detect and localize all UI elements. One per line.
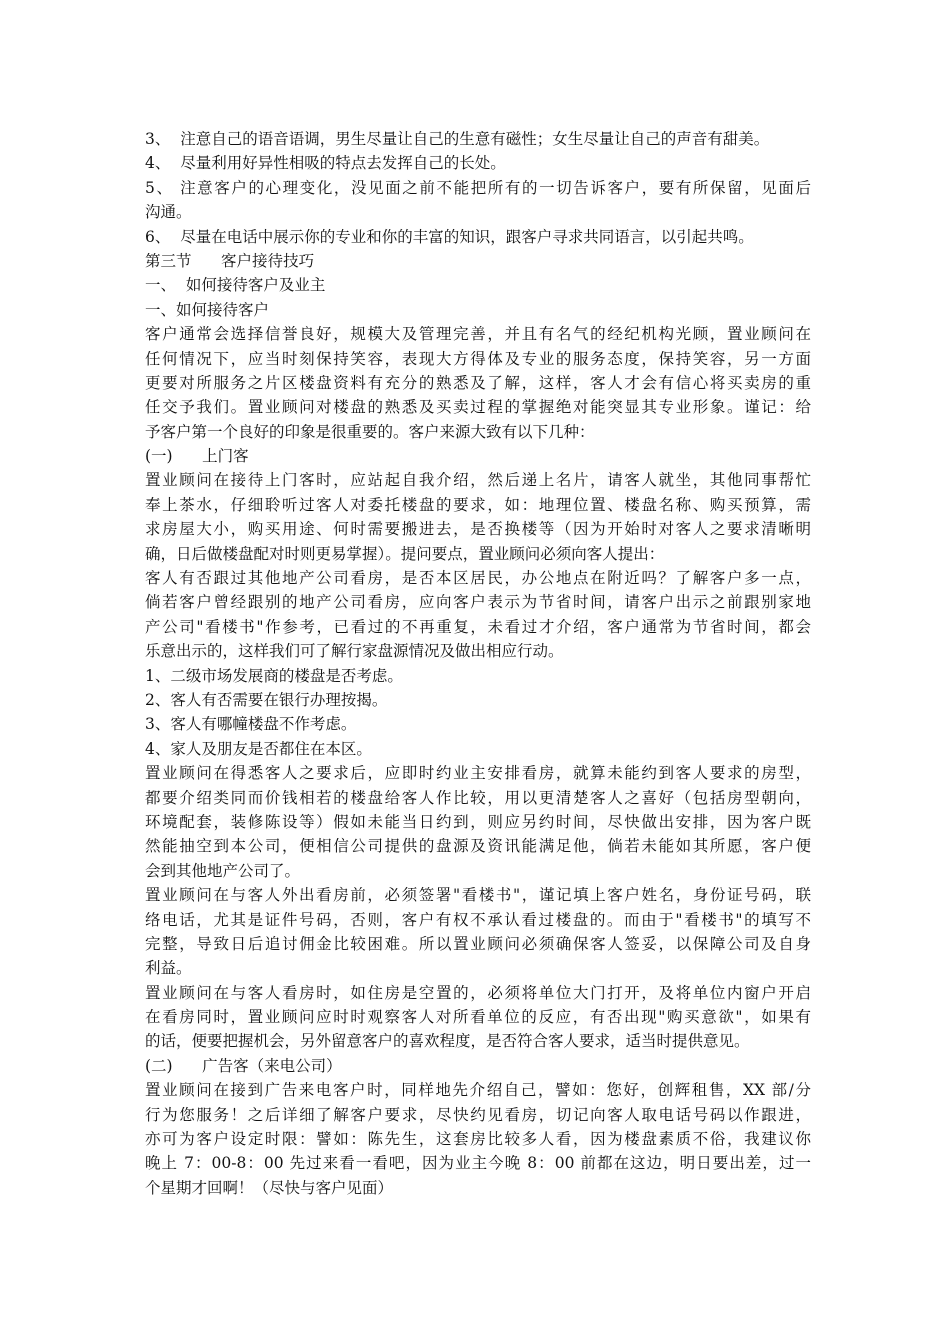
- text-line: 确，日后做楼盘配对时则更易掌握）。提问要点，置业顾问必须向客人提出：: [145, 544, 665, 563]
- text-line: 任交予我们。置业顾问对楼盘的熟悉及买卖过程的掌握绝对能突显其专业形象。谨记：给: [145, 398, 811, 417]
- text-line: 置业顾问在接待上门客时，应站起自我介绍，然后递上名片，请客人就坐，其他同事帮忙: [145, 471, 811, 490]
- text-line: 更要对所服务之片区楼盘资料有充分的熟悉及了解，这样，客人才会有信心将买卖房的重: [145, 373, 811, 392]
- text-line: 3、 注意自己的语音语调，男生尽量让自己的生意有磁性；女生尽量让自己的声音有甜美。: [145, 130, 770, 148]
- text-line: 4、 尽量利用好异性相吸的特点去发挥自己的长处。: [145, 154, 506, 173]
- text-line: 沟通。: [145, 203, 192, 222]
- text-line: 客人有否跟过其他地产公司看房，是否本区居民，办公地点在附近吗？了解客户多一点，: [145, 569, 811, 588]
- text-line: 予客户第一个良好的印象是很重要的。客户来源大致有以下几种：: [145, 422, 595, 441]
- text-line: 乐意出示的，这样我们可了解行家盘源情况及做出相应行动。: [145, 642, 564, 661]
- text-line: 会到其他地产公司了。: [145, 861, 301, 880]
- text-line: 任何情况下，应当时刻保持笑容，表现大方得体及专业的服务态度，保持笑容，另一方面: [145, 349, 811, 368]
- text-line: 4、家人及朋友是否都住在本区。: [145, 739, 372, 758]
- text-line: 倘若客户曾经跟别的地产公司看房，应向客户表示为节省时间，请客户出示之前跟别家地: [145, 593, 811, 612]
- text-line: 置业顾问在得悉客人之要求后，应即时约业主安排看房，就算未能约到客人要求的房型，: [145, 764, 811, 783]
- text-line: 一、如何接待客户: [145, 300, 270, 319]
- text-line: 5、 注意客户的心理变化，没见面之前不能把所有的一切告诉客户，要有所保留，见面后: [145, 178, 811, 197]
- text-line: 客户通常会选择信誉良好，规模大及管理完善，并且有名气的经纪机构光顾，置业顾问在: [145, 325, 811, 344]
- text-line: 晚上 7：00-8：00 先过来看一看吧，因为业主今晚 8：00 前都在这边，明日要出差，过一: [145, 1154, 811, 1173]
- text-line: (一) 上门客: [145, 447, 249, 466]
- text-line: 置业顾问在与客人外出看房前，必须签署"看楼书"，谨记填上客户姓名，身份证号码，联: [145, 886, 811, 905]
- text-line: 然能抽空到本公司，便相信公司提供的盘源及资讯能满足他，倘若未能如其所愿，客户便: [145, 837, 811, 856]
- text-line: 求房屋大小，购买用途、何时需要搬进去，是否换楼等（因为开始时对客人之要求清晰明: [145, 520, 811, 539]
- text-line: 产公司"看楼书"作参考，已看过的不再重复，未看过才介绍，客户通常为节省时间，都会: [145, 617, 811, 636]
- text-line: 1、二级市场发展商的楼盘是否考虑。: [145, 666, 403, 685]
- text-line: 3、客人有哪幢楼盘不作考虑。: [145, 715, 357, 734]
- text-line: 行为您服务！之后详细了解客户要求，尽快约见看房，切记向客人取电话号码以作跟进，: [145, 1105, 811, 1124]
- text-line: 亦可为客户设定时限：譬如：陈先生，这套房比较多人看，因为楼盘素质不俗，我建议你: [145, 1130, 811, 1149]
- text-line: 环境配套，装修陈设等）假如未能当日约到，则应另约时间，尽快做出安排，因为客户既: [145, 812, 811, 831]
- document-body: [145, 127, 811, 1200]
- text-line: 个星期才回啊！（尽快与客户见面）: [145, 1178, 394, 1197]
- text-line: 2、客人有否需要在银行办理按揭。: [145, 690, 388, 709]
- text-line: 利益。: [145, 959, 192, 978]
- text-line: 一、 如何接待客户及业主: [145, 276, 326, 295]
- text-line: 完整，导致日后追讨佣金比较困难。所以置业顾问必须确保客人签妥，以保障公司及自身: [145, 934, 811, 953]
- text-line: 络电话，尤其是证件号码，否则，客户有权不承认看过楼盘的。而由于"看楼书"的填写不: [145, 910, 811, 929]
- text-line: 6、 尽量在电话中展示你的专业和你的丰富的知识，跟客户寻求共同语言，以引起共鸣。: [145, 227, 754, 246]
- text-line: (二) 广告客（来电公司）: [145, 1056, 342, 1075]
- text-line: 置业顾问在与客人看房时，如住房是空置的，必须将单位大门打开，及将单位内窗户开启: [145, 983, 811, 1002]
- text-line: 在看房同时，置业顾问应时时观察客人对所看单位的反应，有否出现"购买意欲"，如果有: [145, 1008, 811, 1027]
- text-line: 第三节 客户接待技巧: [145, 251, 315, 270]
- text-line: 奉上茶水，仔细聆听过客人对委托楼盘的要求，如：地理位置、楼盘名称、购买预算，需: [145, 495, 811, 514]
- text-line: 都要介绍类同而价钱相若的楼盘给客人作比较，用以更清楚客人之喜好（包括房型朝向，: [145, 788, 811, 807]
- text-line: 置业顾问在接到广告来电客户时，同样地先介绍自己，譬如：您好，创辉租售，XX 部/分: [145, 1081, 811, 1100]
- text-line: 的话，便要把握机会，另外留意客户的喜欢程度，是否符合客人要求，适当时提供意见。: [145, 1032, 750, 1051]
